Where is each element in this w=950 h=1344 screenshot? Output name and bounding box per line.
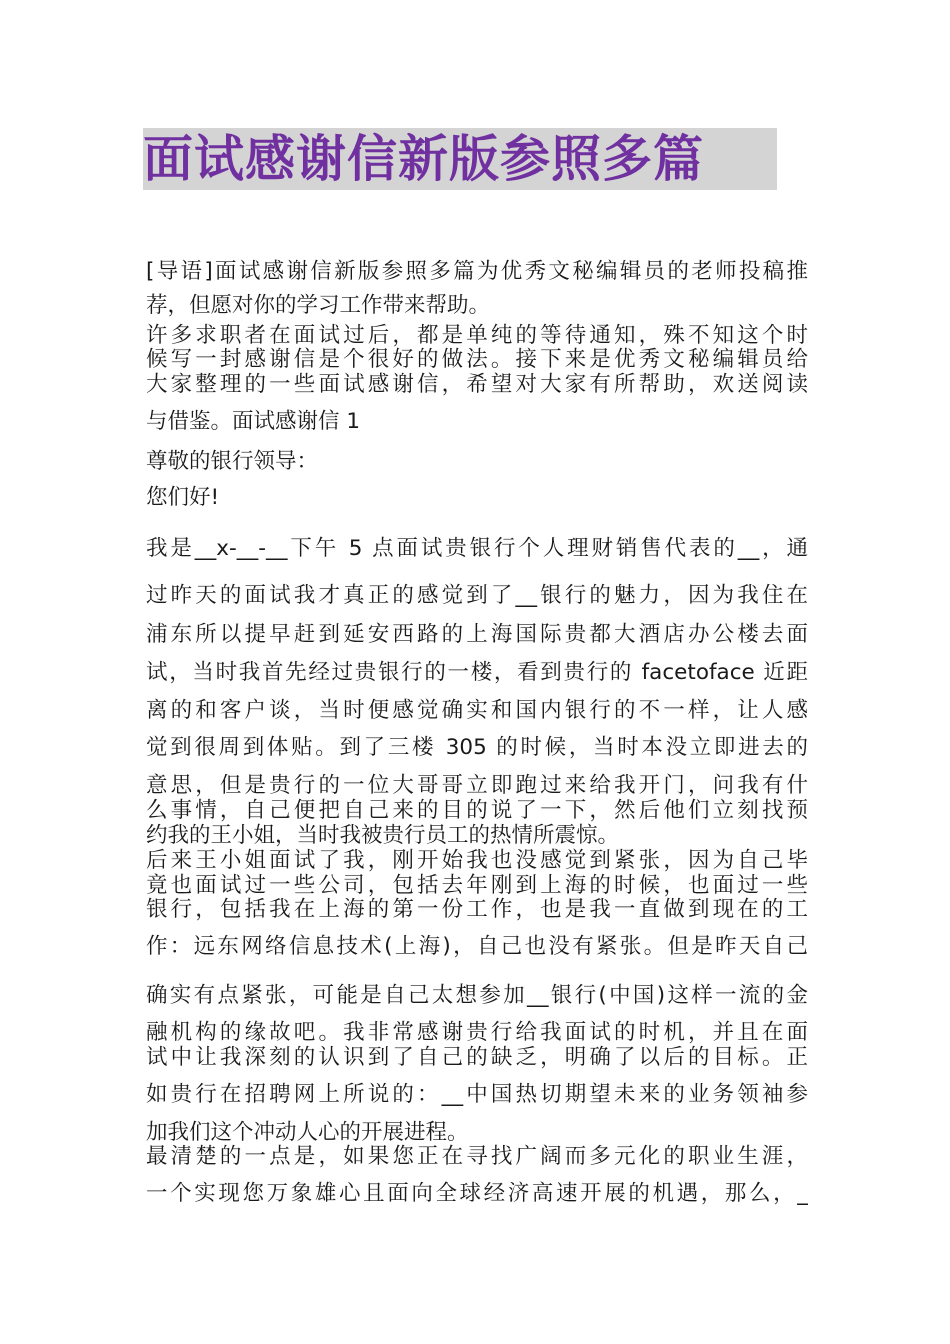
document-title: 面试感谢信新版参照多篇 [143,130,704,188]
salutation: 尊敬的银行领导： [146,449,319,474]
body-line: 一个实现您万象雄心且面向全球经济高速开展的机遇，那么，_ [146,1181,808,1206]
body-line: 觉到很周到体贴。到了三楼 305 的时候，当时本没立即进去的 [146,735,808,760]
body-line: 作：远东网络信息技术(上海)，自己也没有紧张。但是昨天自己 [146,934,808,959]
body-line: 约我的王小姐，当时我被贵行员工的热情所震惊。 [146,823,620,848]
title-highlight [143,128,777,190]
body-line: 我是__x-__-__下午 5 点面试贵银行个人理财销售代表的__，通 [146,536,808,561]
body-line: 许多求职者在面试过后，都是单纯的等待通知，殊不知这个时 [146,323,808,348]
body-line: 银行，包括我在上海的第一份工作，也是我一直做到现在的工 [146,897,808,922]
body-line: 荐，但愿对你的学习工作带来帮助。 [146,293,491,318]
body-line: 大家整理的一些面试感谢信，希望对大家有所帮助，欢送阅读 [146,372,808,397]
body-line: 竟也面试过一些公司，包括去年刚到上海的时候，也面过一些 [146,873,808,898]
body-line: 如贵行在招聘网上所说的：__中国热切期望未来的业务领袖参 [146,1082,808,1107]
body-line: 试中让我深刻的认识到了自己的缺乏，明确了以后的目标。正 [146,1045,808,1070]
body-line: 过昨天的面试我才真正的感觉到了__银行的魅力，因为我住在 [146,583,808,608]
body-line: 后来王小姐面试了我，刚开始我也没感觉到紧张，因为自己毕 [146,848,808,873]
body-line: 候写一封感谢信是个很好的做法。接下来是优秀文秘编辑员给 [146,347,808,372]
body-line: 浦东所以提早赶到延安西路的上海国际贵都大酒店办公楼去面 [146,622,808,647]
body-line: 试，当时我首先经过贵银行的一楼，看到贵行的 facetoface 近距 [146,660,808,685]
greeting: 您们好! [146,485,220,510]
body-line: 加我们这个冲动人心的开展进程。 [146,1120,469,1145]
body-line: [导语]面试感谢信新版参照多篇为优秀文秘编辑员的老师投稿推 [146,259,808,284]
body-line: 融机构的缘故吧。我非常感谢贵行给我面试的时机，并且在面 [146,1020,808,1045]
body-line: 离的和客户谈，当时便感觉确实和国内银行的不一样，让人感 [146,698,808,723]
body-line: 么事情，自己便把自己来的目的说了一下，然后他们立刻找预 [146,798,808,823]
body-line: 与借鉴。面试感谢信 1 [146,409,361,434]
body-line: 确实有点紧张，可能是自己太想参加__银行(中国)这样一流的金 [146,983,808,1008]
body-line: 最清楚的一点是，如果您正在寻找广阔而多元化的职业生涯， [146,1144,808,1169]
body-line: 意思，但是贵行的一位大哥哥立即跑过来给我开门，问我有什 [146,773,808,798]
